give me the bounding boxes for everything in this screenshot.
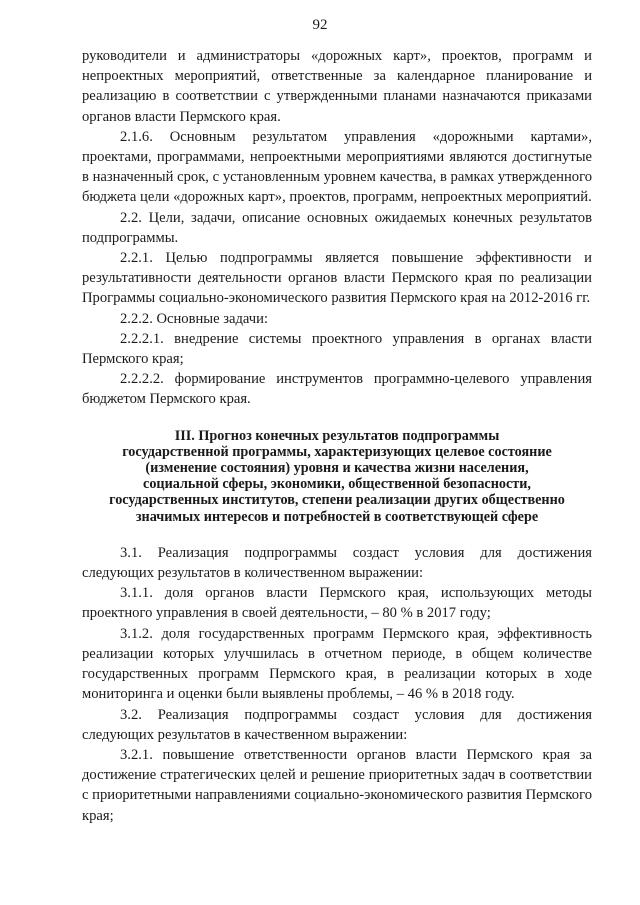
paragraph-3-1-2: 3.1.2. доля государственных программ Пермского края, эффективность реализации которых улучшилась в отчетном периоде, в общем количестве государственных программ Пермского края, в реализации которых в ходе мониторинга и оценки были выявлены проблемы, – 46 % в 2018 году. — [82, 625, 592, 703]
section-heading-line: государственной программы, характеризующих целевое состояние — [122, 443, 552, 460]
paragraph-2-2-2-2: 2.2.2.2. формирование инструментов программно-целевого управления бюджетом Пермского края. — [82, 371, 592, 408]
paragraph-3-2-1: 3.2.1. повышение ответственности органов власти Пермского края за достижение стратегических целей и решение приоритетных задач в соответствии с приоритетными направлениями социально-экономического развития Пермского края; — [82, 746, 592, 824]
paragraph-2-2-2-1: 2.2.2.1. внедрение системы проектного управления в органах власти Пермского края; — [82, 330, 592, 368]
paragraph-2-2: 2.2. Цели, задачи, описание основных ожидаемых конечных результатов подпрограммы. — [82, 209, 592, 246]
document-body — [82, 46, 592, 826]
section-heading-line: значимых интересов и потребностей в соответствующей сфере — [135, 508, 539, 525]
section-heading — [82, 428, 592, 525]
paragraph-2-1-6: 2.1.6. Основным результатом управления «дорожными картами», проектами, программами, непроектными мероприятиями являются достигнутые в назначенный срок, с установленным уровнем качества, в рамках утвержденного бюджета цели «дорожных карт», проектов, программ, непроектных мероприятий. — [82, 128, 592, 206]
paragraph-3-1-1: 3.1.1. доля органов власти Пермского края, использующих методы проектного управления в своей деятельности, – 80 % в 2017 году; — [82, 585, 592, 622]
paragraph-2-2-2: 2.2.2. Основные задачи: — [120, 310, 269, 327]
section-heading-line: III. Прогноз конечных результатов подпрограммы — [174, 427, 500, 444]
paragraph-3-2: 3.2. Реализация подпрограммы создаст условия для достижения следующих результатов в качественном выражении: — [82, 706, 592, 743]
paragraph-3-1: 3.1. Реализация подпрограммы создаст условия для достижения следующих результатов в количественном выражении: — [82, 544, 592, 582]
section-heading-line: социальной сферы, экономики, общественной безопасности, — [143, 476, 531, 493]
paragraph-2-2-1: 2.2.1. Целью подпрограммы является повышение эффективности и результативности деятельности органов власти Пермского края по реализации Программы социально-экономического развития Пермского края на 2012-2016 гг. — [82, 250, 592, 307]
section-heading-line: государственных институтов, степени реализации других общественно — [109, 492, 565, 509]
page-number: 92 — [312, 17, 328, 33]
paragraph-continuation: руководители и администраторы «дорожных карт», проектов, программ и непроектных мероприятий, ответственные за календарное планирование и реализацию в соответствии с утвержденными планами назначаются приказами органов власти Пермского края. — [82, 48, 592, 125]
section-heading-line: (изменение состояния) уровня и качества жизни населения, — [145, 460, 529, 477]
